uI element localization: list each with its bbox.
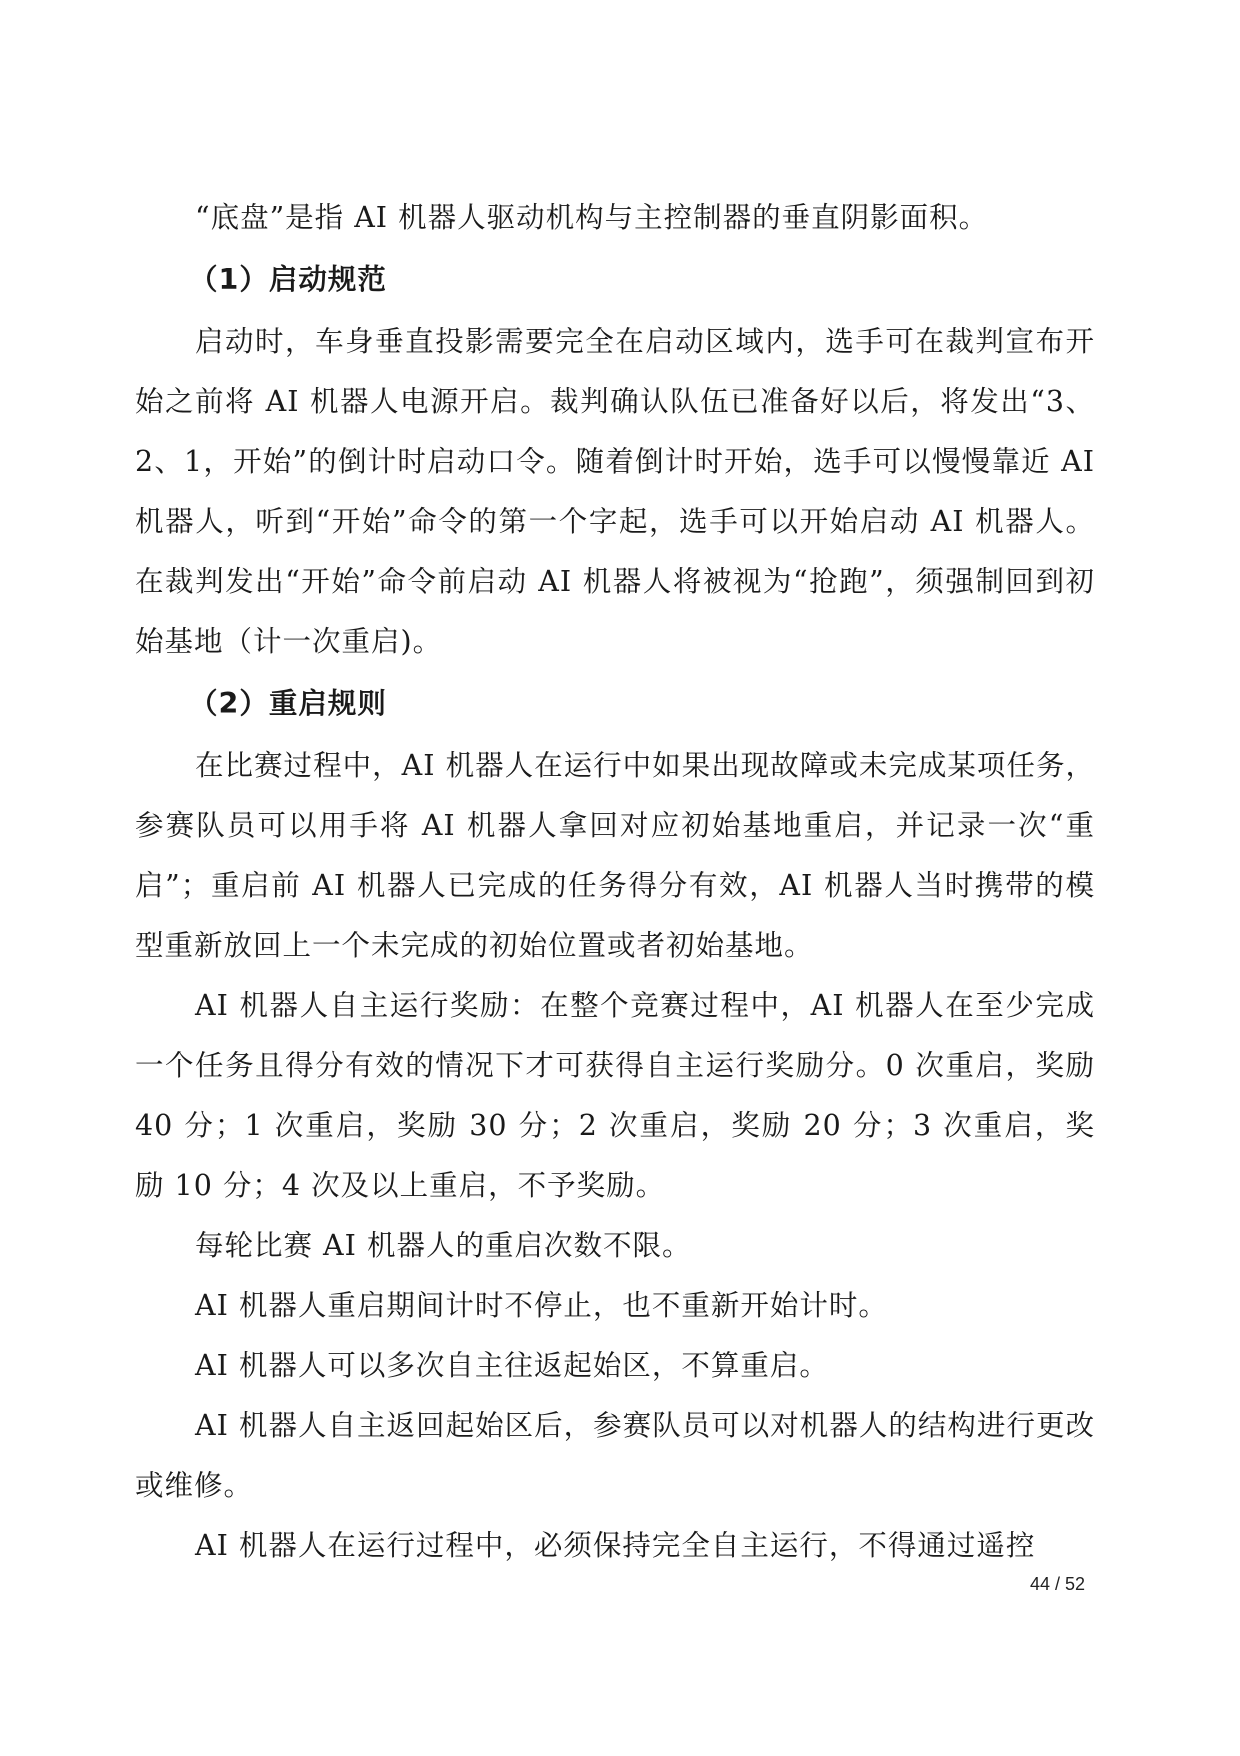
paragraph-restart-unlimited: 每轮比赛 AI 机器人的重启次数不限。 [195, 1229, 692, 1262]
page-body [135, 188, 1095, 1576]
paragraph-autonomy-bonus: AI 机器人自主运行奖励：在整个竞赛过程中，AI 机器人在至少完成一个任务且得分有效的情况下才可获得自主运行奖励分。0 次重启，奖励 40 分；1 次重启，奖励 30 分；2 次重启，奖励 20 分；3 次重启，奖励 10 分；4 次及以上重启，不予奖励。 [135, 989, 1095, 1202]
paragraph-restart-procedure: 在比赛过程中，AI 机器人在运行中如果出现故障或未完成某项任务，参赛队员可以用手将 AI 机器人拿回对应初始基地重启，并记录一次“重启”；重启前 AI 机器人已完成的任务得分有效，AI 机器人当时携带的模型重新放回上一个未完成的初始位置或者初始基地。 [135, 749, 1095, 962]
paragraph-chassis-definition: “底盘”是指 AI 机器人驱动机构与主控制器的垂直阴影面积。 [195, 201, 989, 234]
paragraph-return-to-start: AI 机器人可以多次自主往返起始区，不算重启。 [195, 1349, 829, 1382]
paragraph-start-procedure: 启动时，车身垂直投影需要完全在启动区域内，选手可在裁判宣布开始之前将 AI 机器人电源开启。裁判确认队伍已准备好以后，将发出“3、2、1，开始”的倒计时启动口令。随着倒计时开始，选手可以慢慢靠近 AI 机器人，听到“开始”命令的第一个字起，选手可以开始启动 AI 机器人。在裁判发出“开始”命令前启动 AI 机器人将被视为“抢跑”，须强制回到初始基地（计一次重启)。 [135, 325, 1095, 658]
heading-restart-rules: （2）重启规则 [189, 687, 387, 720]
paragraph-autonomous-operation: AI 机器人在运行过程中，必须保持完全自主运行，不得通过遥控 [195, 1529, 1036, 1562]
heading-start-rules: （1）启动规范 [189, 263, 387, 296]
paragraph-timer-continues: AI 机器人重启期间计时不停止，也不重新开始计时。 [195, 1289, 888, 1322]
page-number: 44 / 52 [1030, 1574, 1086, 1594]
paragraph-repair-allowed: AI 机器人自主返回起始区后，参赛队员可以对机器人的结构进行更改或维修。 [135, 1409, 1095, 1502]
